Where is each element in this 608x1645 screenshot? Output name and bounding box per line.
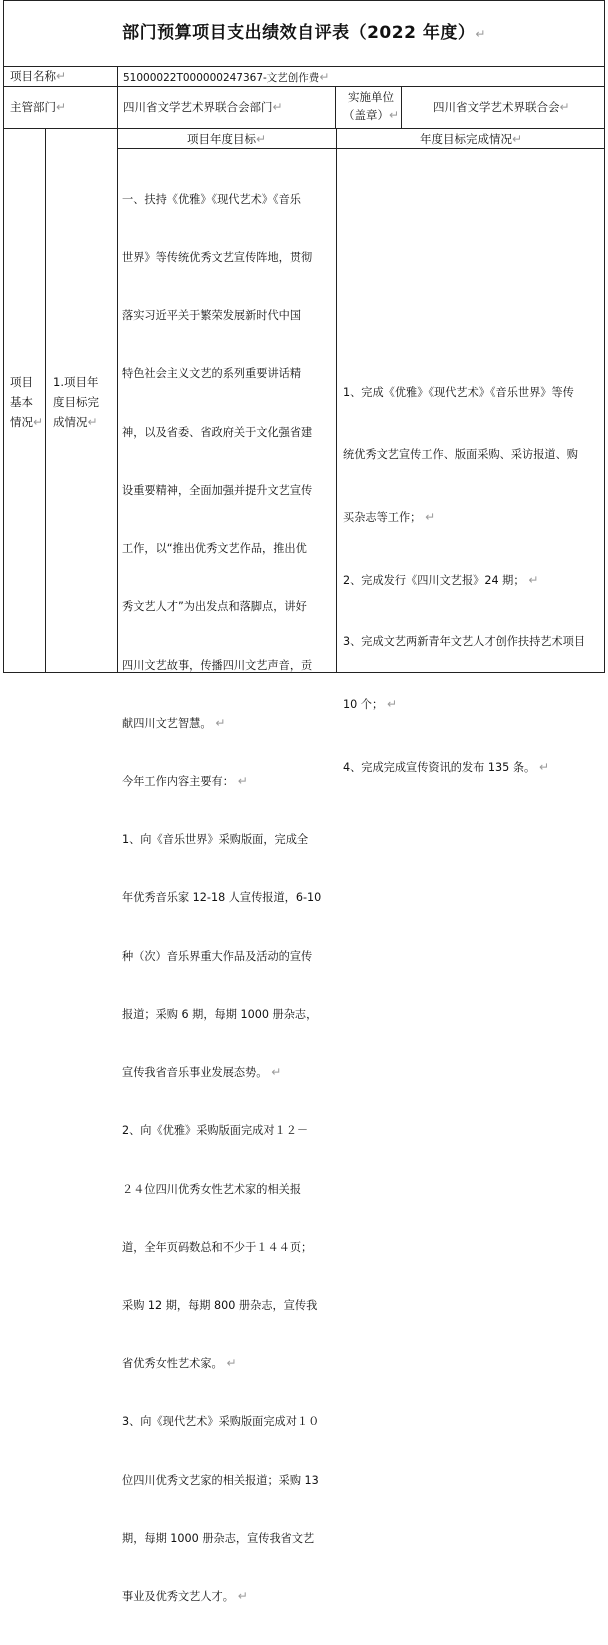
col-done-header: 年度目标完成情况↵ [419, 132, 523, 146]
dept-value: 四川省文学艺术界联合会部门↵ [123, 100, 283, 114]
col-goal-header: 项目年度目标↵ [186, 132, 267, 146]
implementing-unit-label: 实施单位 （盖章）↵ [342, 90, 400, 122]
implementing-unit-value: 四川省文学艺术界联合会↵ [433, 100, 570, 114]
dept-label: 主管部门↵ [10, 100, 67, 114]
performance-self-evaluation-table [3, 0, 605, 1604]
goal-completion-text: 1、完成《优雅》《现代艺术》《音乐世界》等传 统优秀文艺宣传工作、版面采购、采访报道、购 买杂志等工作； ↵ 2、完成发行《四川文艺报》24 期； ↵ 3、完成文艺两新青年文艺人才创作扶持艺术项目 10 个； ↵ 4、完成完成宣传资讯的发布 135 条。 ↵ [343, 386, 586, 774]
annual-goals-text: 一、扶持《优雅》《现代艺术》《音乐 世界》等传统优秀文艺宣传阵地，贯彻 落实习近平关于繁荣发展新时代中国 特色社会主义文艺的系列重要讲话精 神，以及省委、省政府关于文化强省建 设重要精神，全面加强并提升文艺宣传 工作，以“推出优秀文艺作品，推出优 秀文艺人才”为出发点和落脚点，讲好 四川文艺故事，传播四川文艺声音，贡 献四川文艺智慧。 ↵ 今年工作内容主要有： ↵ 1、向《音乐世界》采购版面，完成全 年优秀音乐家 12-18 人宣传报道，6-10 种（次）音乐界重大作品及活动的宣传 报道；采购 6 期，每期 1000 册杂志， 宣传我省音乐事业发展态势。 ↵ 2、向《优雅》采购版面完成对１２－ ２４位四川优秀女性艺术家的相关报 道，全年页码数总和不少于１４４页； 采购 12 期，每期 800 册杂志，宣传我 省优秀女性艺术家。 ↵ 3、向《现代艺术》采购版面完成对１０ 位四川优秀文艺家的相关报道；采购 13 期，每期 1000 册杂志，宣传我省文艺 事业及优秀文艺人才。 ↵ [122, 192, 322, 1604]
basic-info-label: 项目 基本 情况↵ [10, 375, 44, 429]
project-name-value: 51000022T000000247367-文艺创作费↵ [123, 70, 330, 84]
goal-completion-label: 1.项目年 度目标完 成情况↵ [53, 375, 99, 429]
project-name-label: 项目名称↵ [10, 69, 67, 83]
page-title: 部门预算项目支出绩效自评表（2022 年度）↵ [122, 23, 486, 43]
